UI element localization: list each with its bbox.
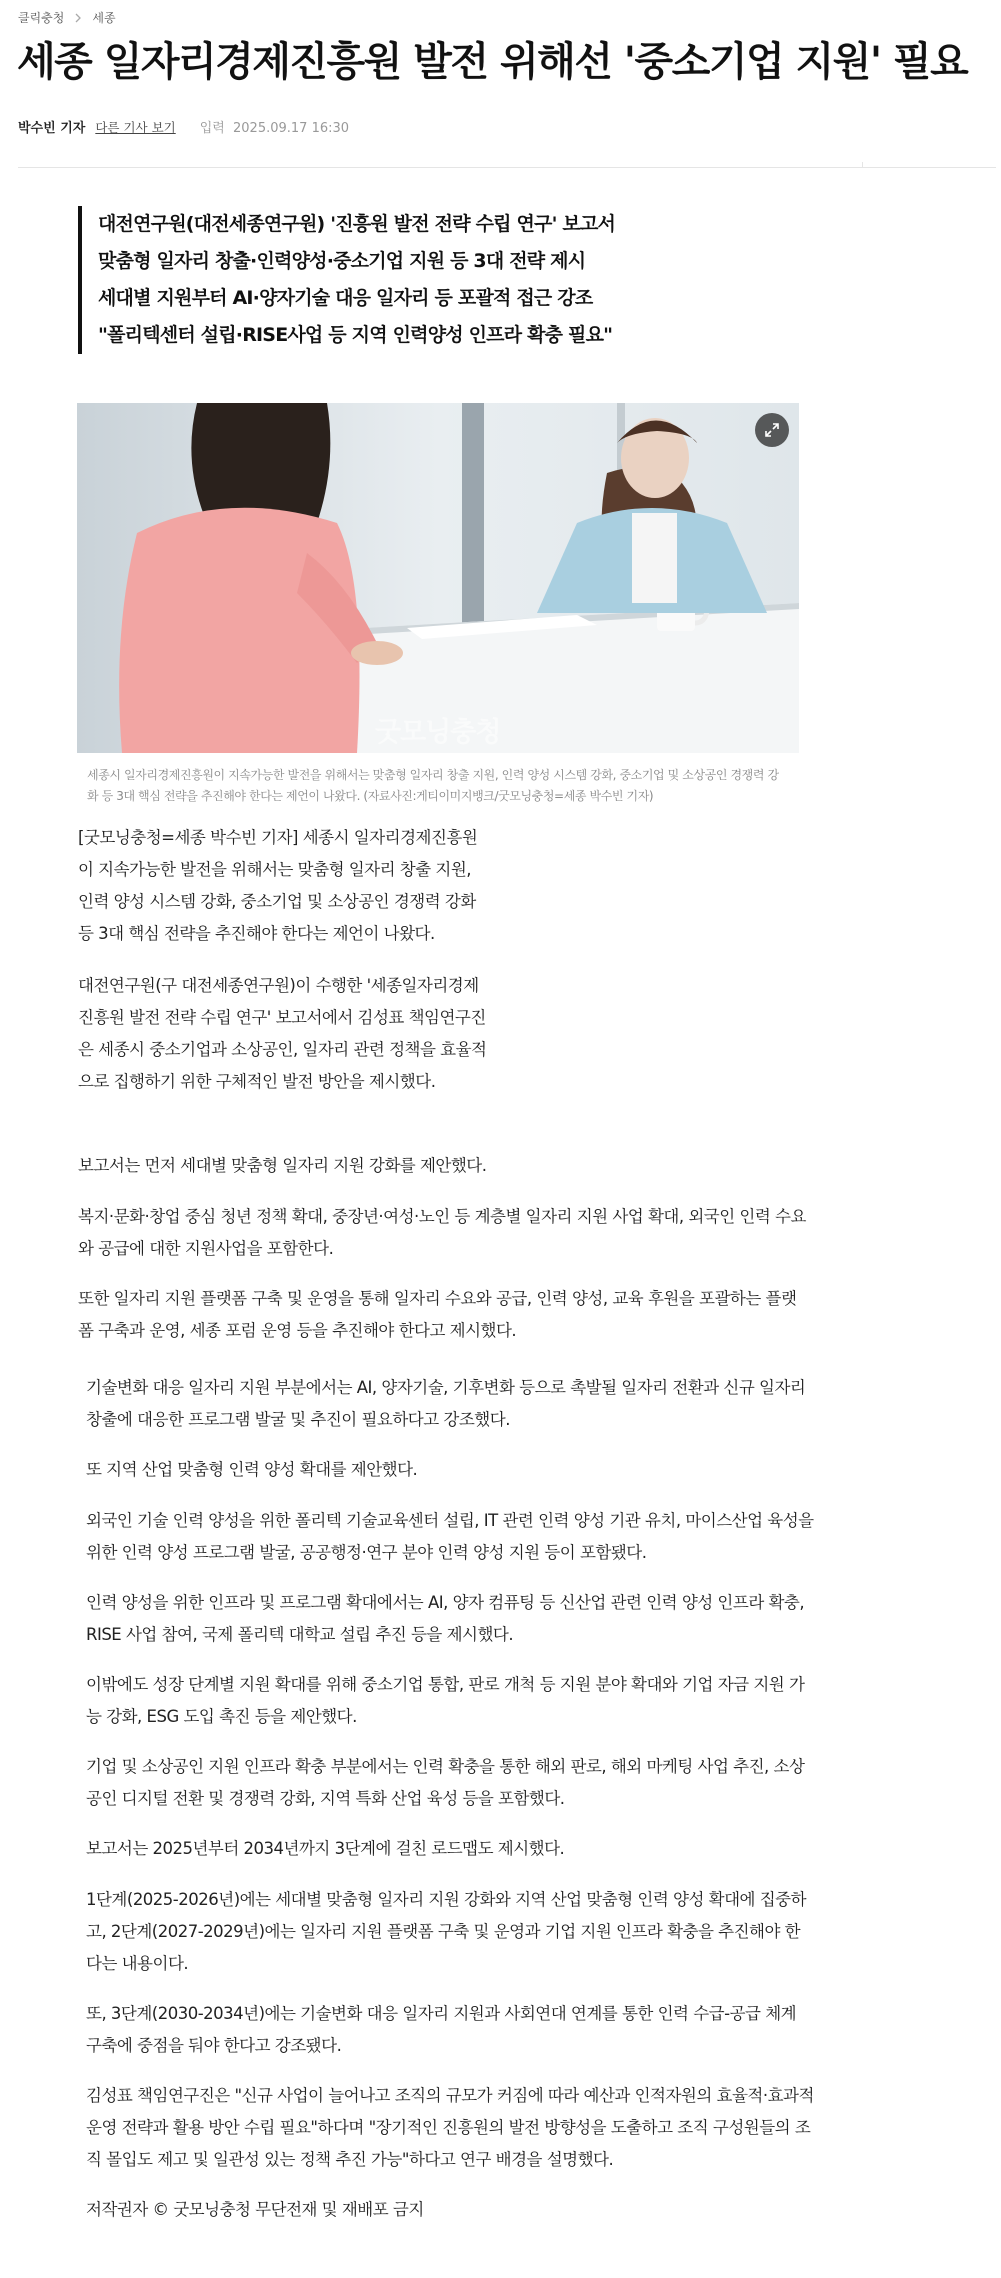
paragraph: 1단계(2025-2026년)에는 세대별 맞춤형 일자리 지원 강화와 지역 산업 맞춤형 인력 양성 확대에 집중하고, 2단계(2027-2029년)에는 일자리 지원 플랫폼 구축 및 운영과 기업 지원 인프라 확충을 추진해야 한다는 내용이다. [86, 1890, 807, 1973]
paragraph: [굿모닝충청=세종 박수빈 기자] 세종시 일자리경제진흥원이 지속가능한 발전을 위해서는 맞춤형 일자리 창출 지원, 인력 양성 시스템 강화, 중소기업 및 소상공인 경쟁력 강화 등 3대 핵심 전략을 추진해야 한다는 제언이 나왔다. [78, 828, 478, 943]
paragraph: 또한 일자리 지원 플랫폼 구축 및 운영을 통해 일자리 수요와 공급, 인력 양성, 교육 후원을 포괄하는 플랫폼 구축과 운영, 세종 포럼 운영 등을 추진해야 한다고 제시했다. [78, 1289, 797, 1340]
header-divider-tick [862, 162, 863, 168]
publish-date-value: 2025.09.17 16:30 [233, 121, 350, 136]
article-photo [77, 403, 799, 753]
paragraph: 기업 및 소상공인 지원 인프라 확충 부분에서는 인력 확충을 통한 해외 판로, 해외 마케팅 사업 추진, 소상공인 디지털 전환 및 경쟁력 강화, 지역 특화 산업 육성 등을 포함했다. [86, 1757, 805, 1808]
summary-item: 세대별 지원부터 AI·양자기술 대응 일자리 등 포괄적 접근 강조 [98, 287, 593, 309]
breadcrumb-section-link[interactable]: 세종 [92, 11, 116, 25]
paragraph: 보고서는 먼저 세대별 맞춤형 일자리 지원 강화를 제안했다. [78, 1156, 487, 1175]
reporter-name: 박수빈 기자 [18, 121, 86, 136]
chevron-right-icon [73, 13, 83, 23]
paragraph: 이밖에도 성장 단계별 지원 확대를 위해 중소기업 통합, 판로 개척 등 지원 분야 확대와 기업 자금 지원 가능 강화, ESG 도입 촉진 등을 제안했다. [86, 1675, 805, 1726]
summary-item: "폴리텍센터 설립·RISE사업 등 지역 인력양성 인프라 확충 필요" [98, 324, 613, 346]
expand-icon [764, 422, 780, 438]
publish-date-label: 입력 [199, 121, 225, 136]
copyright-notice: 저작권자 © 굿모닝충청 무단전재 및 재배포 금지 [86, 2200, 424, 2219]
paragraph: 대전연구원(구 대전세종연구원)이 수행한 '세종일자리경제진흥원 발전 전략 수립 연구' 보고서에서 김성표 책임연구진은 세종시 중소기업과 소상공인, 일자리 관련 정책을 효율적으로 집행하기 위한 구체적인 발전 방안을 제시했다. [78, 976, 487, 1091]
breadcrumb [18, 9, 116, 26]
more-articles-link[interactable]: 다른 기사 보기 [95, 119, 176, 135]
paragraph: 또, 3단계(2030-2034년)에는 기술변화 대응 일자리 지원과 사회연대 연계를 통한 인력 수급-공급 체계 구축에 중점을 둬야 한다고 강조됐다. [86, 2004, 797, 2055]
paragraph: 기술변화 대응 일자리 지원 부분에서는 AI, 양자기술, 기후변화 등으로 촉발될 일자리 전환과 신규 일자리 창출에 대응한 프로그램 발굴 및 추진이 필요하다고 강조했다. [86, 1378, 806, 1429]
breadcrumb-home-link[interactable]: 클릭충청 [18, 11, 65, 25]
summary-item: 맞춤형 일자리 창출·인력양성·중소기업 지원 등 3대 전략 제시 [98, 250, 586, 272]
byline [18, 117, 349, 136]
expand-photo-button[interactable] [755, 413, 789, 447]
article-summary [78, 206, 798, 354]
article-title: 세종 일자리경제진흥원 발전 위해선 '중소기업 지원' 필요 [17, 39, 968, 85]
publish-date [200, 117, 349, 136]
paragraph: 김성표 책임연구진은 "신규 사업이 늘어나고 조직의 규모가 커짐에 따라 예산과 인적자원의 효율적·효과적 운영 전략과 활용 방안 수립 필요"하다며 "장기적인 진흥원의 발전 방향성을 도출하고 조직 구성원들의 조직 몰입도 제고 및 일관성 있는 정책 추진 가능"하다고 연구 배경을 설명했다. [86, 2086, 814, 2169]
paragraph: 인력 양성을 위한 인프라 및 프로그램 확대에서는 AI, 양자 컴퓨팅 등 신산업 관련 인력 양성 인프라 확충, RISE 사업 참여, 국제 폴리텍 대학교 설립 추진 등을 제시했다. [86, 1593, 805, 1644]
paragraph: 외국인 기술 인력 양성을 위한 폴리텍 기술교육센터 설립, IT 관련 인력 양성 기관 유치, 마이스산업 육성을 위한 인력 양성 프로그램 발굴, 공공행정·연구 분야 인력 양성 지원 등이 포함됐다. [86, 1511, 814, 1562]
interview-illustration [77, 403, 799, 753]
photo-watermark: 굿모닝충청 [375, 717, 501, 748]
paragraph: 보고서는 2025년부터 2034년까지 3단계에 걸친 로드맵도 제시했다. [86, 1839, 565, 1858]
summary-item: 대전연구원(대전세종연구원) '진흥원 발전 전략 수립 연구' 보고서 [98, 213, 616, 235]
paragraph: 또 지역 산업 맞춤형 인력 양성 확대를 제안했다. [86, 1460, 418, 1479]
paragraph: 복지·문화·창업 중심 청년 정책 확대, 중장년·여성·노인 등 계층별 일자리 지원 사업 확대, 외국인 인력 수요와 공급에 대한 지원사업을 포함한다. [78, 1207, 806, 1258]
photo-caption: 세종시 일자리경제진흥원이 지속가능한 발전을 위해서는 맞춤형 일자리 창출 지원, 인력 양성 시스템 강화, 중소기업 및 소상공인 경쟁력 강화 등 3대 핵심 전략을 추진해야 한다는 제언이 나왔다. (자료사진:게티이미지뱅크/굿모닝충청=세종 박수빈 기자) [87, 768, 779, 803]
header-divider [18, 167, 996, 168]
